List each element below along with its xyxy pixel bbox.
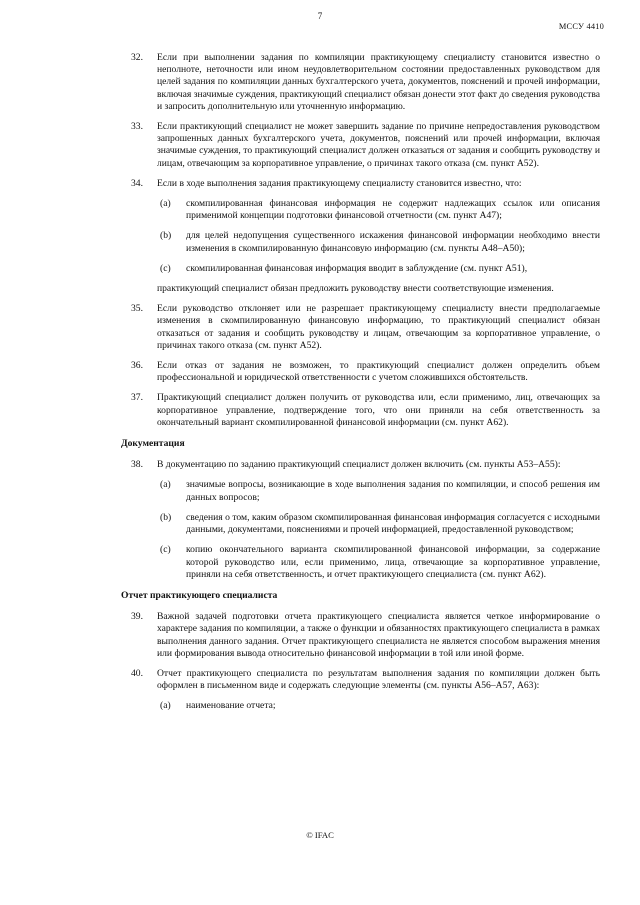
paragraph-text: Отчет практикующего специалиста по результатам выполнения задания по компиляции должен быть оформлен в письменном виде и содержать следующие элементы (см. пункты А56–А57, А63): [157,667,600,692]
paragraph-35 [121,303,600,352]
list-item-label: (b) [160,511,172,523]
section-heading-report: Отчет практикующего специалиста [121,589,278,601]
list-item-label: (a) [160,198,171,210]
paragraph-text: В документацию по заданию практикующий специалист должен включить (см. пункты А53–А55): [157,459,561,471]
list-item [121,198,600,222]
list-item-text: наименование отчета; [186,700,276,712]
list-item [121,230,600,254]
list-item-text: скомпилированная финансовая информация не содержит надлежащих ссылок или описания применимой концепции подготовки финансовой отчетности (см. пункт А47); [186,198,600,222]
paragraph-39 [121,611,600,660]
paragraph-number: 39. [131,611,143,623]
paragraph-34 [121,178,600,190]
list-item [121,263,600,275]
paragraph-number: 37. [131,392,143,404]
document-body [121,52,600,721]
list-item-label: (b) [160,230,172,242]
list-item [121,512,600,536]
paragraph-34-conclusion: практикующий специалист обязан предложить руководству внести соответствующие изменения. [157,283,554,295]
standard-code: МССУ 4410 [558,22,604,31]
list-item-label: (a) [160,700,171,712]
paragraph-text: Если практикующий специалист не может завершить задание по причине непредоставления руководством запрошенных данных бухгалтерского учета, документов, пояснений или прочей информации, включая значимые суждения, то практикующий специалист должен отказаться от задания и сообщить руководству и лицам, отвечающим за корпоративное управление, о причинах такого отказа (см. пункт А52). [157,121,600,169]
list-item-text: копию окончательного варианта скомпилированной финансовой информации, за содержание которой руководство или, если применимо, лица, отвечающие за корпоративное управление, приняли на себя ответственность, и отчет практикующего специалиста (см. пункт А62). [186,544,600,580]
paragraph-36 [121,360,600,384]
paragraph-number: 35. [131,303,143,315]
paragraph-text: Важной задачей подготовки отчета практикующего специалиста является четкое информирование о характере задания по компиляции, а также о функции и обязанностях практикующего специалиста в рамках выполнения данного задания. Отчет практикующего специалиста не является способом выражения мнения или формирования вывода относительно финансовой информации в той или иной форме. [157,611,600,659]
paragraph-number: 40. [131,667,143,679]
list-item-text: для целей недопущения существенного искажения финансовой информации необходимо внести изменения в скомпилированную финансовую информацию (см. пункты А48–А50); [186,230,600,254]
paragraph-text: Если отказ от задания не возможен, то практикующий специалист должен определить объем профессиональной и юридической ответственности с учетом сложившихся обстоятельств. [157,360,600,384]
paragraph-number: 38. [131,459,143,471]
paragraph-text: Если при выполнении задания по компиляции практикующему специалисту становится известно о неполноте, неточности или ином неудовлетворительном состоянии предоставленных руководством для целей задания по компиляции данных бухгалтерского учета, документов, пояснений и прочей информации, включая значимые суждения, практикующий специалист обязан донести этот факт до сведения руководства и запросить дополнительную или уточненную информацию. [157,52,600,112]
list-item [121,700,600,712]
paragraph-text: Если руководство отклоняет или не разрешает практикующему специалисту внести предполагаемые изменения в скомпилированную финансовую информацию, то практикующий специалист обязан отказаться от задания и сообщить руководству и лицам, отвечающим за корпоративное управление, о причинах такого отказа (см. пункт А52). [157,303,600,351]
list-item-label: (a) [160,479,171,491]
page-number: 7 [317,11,323,21]
paragraph-number: 32. [131,52,143,63]
paragraph-number: 33. [131,121,143,133]
paragraph-32 [121,52,600,113]
list-item-label: (c) [160,262,171,274]
paragraph-number: 34. [131,177,143,189]
paragraph-text: Если в ходе выполнения задания практикующему специалисту становится известно, что: [157,177,522,189]
list-item-text: скомпилированная финансовая информация вводит в заблуждение (см. пункт А51), [186,262,528,274]
list-item [121,544,600,581]
paragraph-text: Практикующий специалист должен получить от руководства или, если применимо, лиц, отвечающих за корпоративное управление, подтверждение того, что они приняли на себя ответственность за окончательный вариант скомпилированной финансовой информации (см. пункт А62). [157,392,600,428]
list-item [121,479,600,503]
paragraph-number: 36. [131,360,143,372]
list-item-label: (c) [160,544,171,556]
paragraph-37 [121,392,600,429]
list-item-text: значимые вопросы, возникающие в ходе выполнения задания по компиляции, и способ решения им данных вопросов; [186,479,600,503]
paragraph-38 [121,459,600,471]
list-item-text: сведения о том, каким образом скомпилированная финансовая информация согласуется с исходными данными, документами, пояснениями и прочей информацией, предоставленной руководством; [186,511,600,536]
paragraph-40 [121,668,600,692]
section-heading-documentation: Документация [121,438,185,450]
footer-copyright: © IFAC [306,830,334,840]
paragraph-33 [121,121,600,170]
